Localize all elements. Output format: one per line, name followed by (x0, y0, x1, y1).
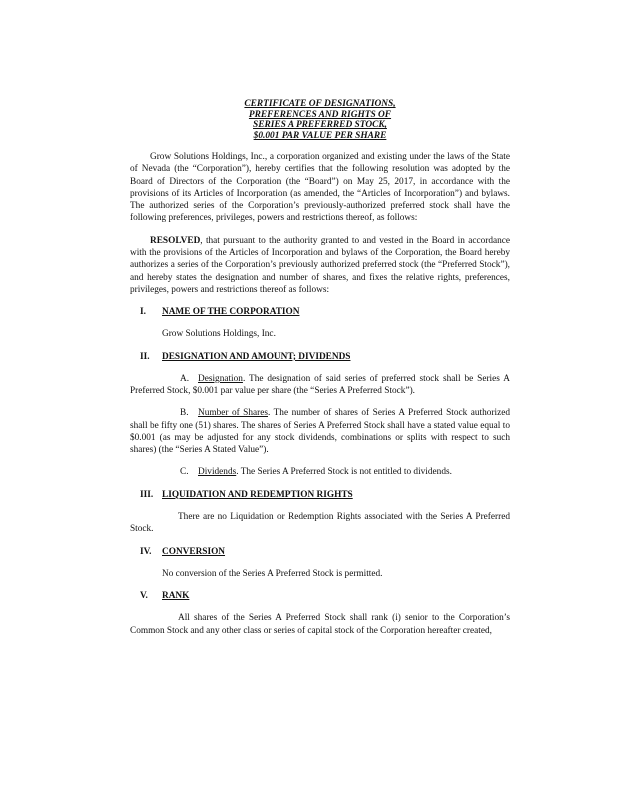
subsection-2b-title: Number of Shares (198, 408, 268, 419)
intro-paragraph: Grow Solutions Holdings, Inc., a corporation organized and existing under the laws of the State of Nevada (the “Corporation”), hereby certifies that the following resolution was adopted by the Board of Directors of the Corporation (the “Board”) on May 25, 2017, in accordance with the provisions of its Articles of Incorporation (as amended, the “Articles of Incorporation”) and bylaws. The authorized series of the Corporation’s previously-authorized preferred stock shall have the following preferences, privileges, powers and restrictions thereof, as follows: (130, 152, 510, 224)
section-1-body: Grow Solutions Holdings, Inc. (162, 329, 276, 340)
title-line-2: PREFERENCES AND RIGHTS OF (248, 109, 392, 120)
title-line-4: $0.001 PAR VALUE PER SHARE (253, 130, 387, 141)
section-2-title: DESIGNATION AND AMOUNT; DIVIDENDS (162, 351, 351, 362)
resolved-text: , that pursuant to the authority granted to and vested in the Board in accordance with the provisions of the Articles of Incorporation and bylaws of the Corporation, the Board hereby authorizes a series of the Corporation’s previously authorized preferred stock (the “Preferred Stock”), and hereby states the designation and number of shares, and fixes the relative rights, preferences, privileges, powers and restrictions thereof as follows: (130, 235, 510, 295)
subsection-2b (130, 407, 510, 456)
subsection-2c-letter: C. (180, 467, 189, 478)
section-3-body: There are no Liquidation or Redemption Rights associated with the Series A Preferred Stock. (130, 511, 510, 535)
section-1-number: I. (140, 307, 146, 318)
title-line-3: SERIES A PREFERRED STOCK, (253, 120, 387, 131)
subsection-2a-letter: A. (180, 373, 190, 384)
section-4-title: CONVERSION (162, 546, 226, 557)
document-title (130, 99, 510, 141)
resolved-paragraph (130, 235, 510, 296)
title-line-1: CERTIFICATE OF DESIGNATIONS, (244, 99, 396, 109)
section-4-number: IV. (140, 546, 152, 557)
section-3-number: III. (140, 489, 154, 500)
subsection-2a (130, 373, 510, 398)
subsection-2c-text: . The Series A Preferred Stock is not entitled to dividends. (236, 467, 452, 478)
section-1-title: NAME OF THE CORPORATION (162, 307, 300, 318)
subsection-2b-text: . The number of shares of Series A Preferred Stock authorized shall be fifty one (51) shares. The shares of Series A Preferred Stock shall have a stated value equal to $0.001 (as may be adjusted for any stock dividends, combinations or splits with respect to such shares) (the “Series A Stated Value”). (130, 408, 510, 456)
subsection-2c-title: Dividends (198, 467, 237, 478)
document-body (130, 99, 510, 647)
section-5-number: V. (140, 591, 148, 602)
resolved-word: RESOLVED (150, 235, 201, 246)
section-2-heading (130, 351, 510, 363)
section-5-heading (130, 590, 510, 602)
section-2-number: II. (140, 351, 150, 362)
section-5-title: RANK (162, 591, 190, 602)
subsection-2b-letter: B. (180, 408, 189, 419)
section-4-body: No conversion of the Series A Preferred Stock is permitted. (162, 568, 383, 579)
section-3-heading (130, 489, 510, 501)
section-5-body: All shares of the Series A Preferred Stock shall rank (i) senior to the Corporation’s Common Stock and any other class or series of capital stock of the Corporation hereafter created, (130, 613, 510, 636)
section-1-heading (130, 306, 510, 318)
subsection-2a-text: . The designation of said series of preferred stock shall be Series A Preferred Stock, $0.001 par value per share (the “Series A Preferred Stock”). (130, 373, 510, 397)
subsection-2c (130, 466, 510, 478)
subsection-2a-title: Designation (198, 373, 243, 384)
section-4-heading (130, 546, 510, 558)
section-3-title: LIQUIDATION AND REDEMPTION RIGHTS (162, 489, 353, 500)
